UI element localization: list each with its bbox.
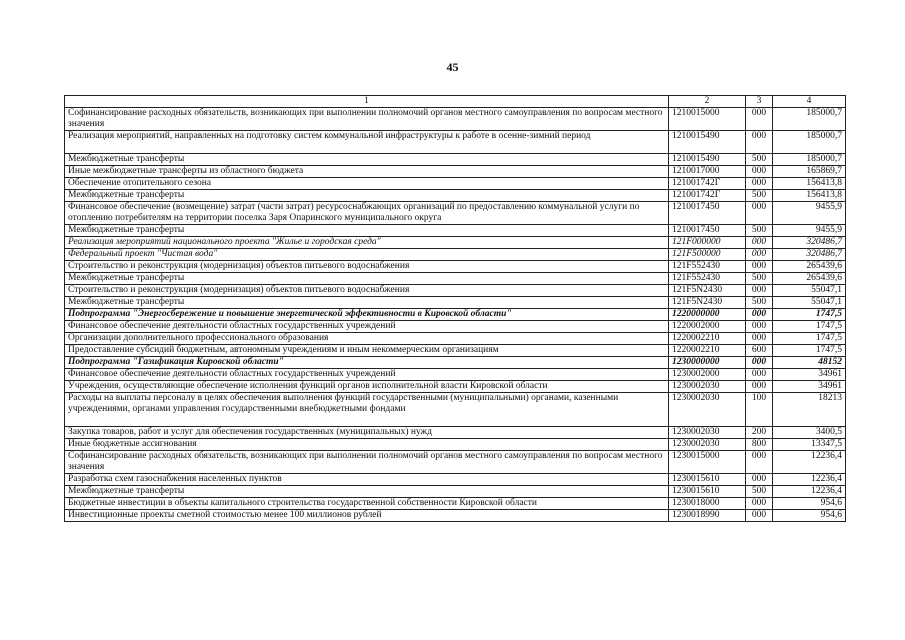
row-vr-cell: 000 xyxy=(746,369,773,381)
header-amount: 4 xyxy=(773,96,846,108)
row-code-cell: 1210015490 xyxy=(669,154,746,166)
row-code-cell: 1230015610 xyxy=(669,474,746,486)
row-name-cell: Расходы на выплаты персоналу в целях обеспечения выполнения функций государственными (муниципальными) органами, казенными учреждениями, органами управления государственными внебюджетными фондами xyxy=(65,393,669,427)
row-name-cell: Закупка товаров, работ и услуг для обеспечения государственных (муниципальных) нужд xyxy=(65,427,669,439)
row-code-cell: 121001742Г xyxy=(669,190,746,202)
row-name-cell: Межбюджетные трансферты xyxy=(65,297,669,309)
table-row xyxy=(65,297,846,309)
row-code-cell: 121F5N2430 xyxy=(669,297,746,309)
row-name-cell: Межбюджетные трансферты xyxy=(65,273,669,285)
row-name-cell: Обеспечение отопительного сезона xyxy=(65,178,669,190)
table-row xyxy=(65,285,846,297)
row-vr-cell: 500 xyxy=(746,190,773,202)
table-row xyxy=(65,273,846,285)
row-code-cell: 1230002000 xyxy=(669,369,746,381)
row-amount-cell: 265439,6 xyxy=(773,261,846,273)
row-vr-cell: 000 xyxy=(746,309,773,321)
row-vr-cell: 100 xyxy=(746,393,773,427)
row-amount-cell: 55047,1 xyxy=(773,297,846,309)
row-vr-cell: 000 xyxy=(746,202,773,225)
row-name-cell: Разработка схем газоснабжения населенных пунктов xyxy=(65,474,669,486)
row-vr-cell: 000 xyxy=(746,285,773,297)
row-name-cell: Иные межбюджетные трансферты из областного бюджета xyxy=(65,166,669,178)
row-name-cell: Софинансирование расходных обязательств, возникающих при выполнении полномочий органов местного самоуправления по вопросам местного значения xyxy=(65,108,669,131)
row-code-cell: 121001742Г xyxy=(669,178,746,190)
row-code-cell: 1230002030 xyxy=(669,439,746,451)
row-amount-cell: 48152 xyxy=(773,357,846,369)
row-amount-cell: 320486,7 xyxy=(773,237,846,249)
row-vr-cell: 000 xyxy=(746,333,773,345)
header-code: 2 xyxy=(669,96,746,108)
row-amount-cell: 12236,4 xyxy=(773,486,846,498)
table-row xyxy=(65,309,846,321)
table-row xyxy=(65,154,846,166)
row-vr-cell: 000 xyxy=(746,178,773,190)
row-name-cell: Федеральный проект "Чистая вода" xyxy=(65,249,669,261)
header-vr: 3 xyxy=(746,96,773,108)
row-name-cell: Межбюджетные трансферты xyxy=(65,154,669,166)
row-vr-cell: 000 xyxy=(746,474,773,486)
row-amount-cell: 265439,6 xyxy=(773,273,846,285)
table-row xyxy=(65,439,846,451)
row-amount-cell: 954,6 xyxy=(773,510,846,522)
row-code-cell: 1230002030 xyxy=(669,381,746,393)
row-name-cell: Финансовое обеспечение деятельности областных государственных учреждений xyxy=(65,369,669,381)
row-code-cell: 1230002030 xyxy=(669,393,746,427)
row-amount-cell: 1747,5 xyxy=(773,309,846,321)
row-amount-cell: 165869,7 xyxy=(773,166,846,178)
row-vr-cell: 500 xyxy=(746,273,773,285)
table-row xyxy=(65,333,846,345)
row-name-cell: Финансовое обеспечение (возмещение) затрат (части затрат) ресурсоснабжающих организаций по предоставлению коммунальной услуги по отоплению потребителям на территории поселка Заря Опаринского муниципального округа xyxy=(65,202,669,225)
row-vr-cell: 000 xyxy=(746,451,773,474)
row-code-cell: 1210015490 xyxy=(669,131,746,154)
row-amount-cell: 954,6 xyxy=(773,498,846,510)
row-amount-cell: 1747,5 xyxy=(773,321,846,333)
row-code-cell: 121F552430 xyxy=(669,261,746,273)
row-vr-cell: 000 xyxy=(746,237,773,249)
table-header xyxy=(65,96,846,108)
row-code-cell: 1230000000 xyxy=(669,357,746,369)
row-name-cell: Иные бюджетные ассигнования xyxy=(65,439,669,451)
row-name-cell: Организации дополнительного профессионального образования xyxy=(65,333,669,345)
row-name-cell: Подпрограмма "Газификация Кировской области" xyxy=(65,357,669,369)
row-code-cell: 121F000000 xyxy=(669,237,746,249)
table-row xyxy=(65,178,846,190)
row-name-cell: Реализация мероприятий национального проекта "Жилье и городская среда" xyxy=(65,237,669,249)
row-vr-cell: 000 xyxy=(746,381,773,393)
row-vr-cell: 000 xyxy=(746,321,773,333)
row-vr-cell: 800 xyxy=(746,439,773,451)
row-amount-cell: 156413,8 xyxy=(773,178,846,190)
table-row xyxy=(65,357,846,369)
row-code-cell: 121F5N2430 xyxy=(669,285,746,297)
table-row xyxy=(65,474,846,486)
table-row xyxy=(65,393,846,427)
row-amount-cell: 185000,7 xyxy=(773,108,846,131)
table-row xyxy=(65,249,846,261)
table-row xyxy=(65,131,846,154)
row-code-cell: 1210017000 xyxy=(669,166,746,178)
row-code-cell: 1230002030 xyxy=(669,427,746,439)
row-code-cell: 1220002000 xyxy=(669,321,746,333)
row-vr-cell: 000 xyxy=(746,166,773,178)
row-amount-cell: 9455,9 xyxy=(773,202,846,225)
row-code-cell: 121F552430 xyxy=(669,273,746,285)
row-code-cell: 1220002210 xyxy=(669,345,746,357)
row-amount-cell: 12236,4 xyxy=(773,474,846,486)
row-vr-cell: 000 xyxy=(746,131,773,154)
row-code-cell: 1230015610 xyxy=(669,486,746,498)
row-vr-cell: 000 xyxy=(746,510,773,522)
row-amount-cell: 34961 xyxy=(773,369,846,381)
row-amount-cell: 12236,4 xyxy=(773,451,846,474)
row-name-cell: Строительство и реконструкция (модернизация) объектов питьевого водоснабжения xyxy=(65,285,669,297)
row-name-cell: Межбюджетные трансферты xyxy=(65,190,669,202)
row-code-cell: 1230018990 xyxy=(669,510,746,522)
row-name-cell: Финансовое обеспечение деятельности областных государственных учреждений xyxy=(65,321,669,333)
row-name-cell: Межбюджетные трансферты xyxy=(65,225,669,237)
row-amount-cell: 55047,1 xyxy=(773,285,846,297)
row-amount-cell: 320486,7 xyxy=(773,249,846,261)
page-number: 45 xyxy=(446,60,459,74)
table-row xyxy=(65,427,846,439)
row-name-cell: Инвестиционные проекты сметной стоимостью менее 100 миллионов рублей xyxy=(65,510,669,522)
header-name: 1 xyxy=(65,96,669,108)
row-name-cell: Реализация мероприятий, направленных на подготовку систем коммунальной инфраструктуры к работе в осенне-зимний период xyxy=(65,131,669,154)
table-body xyxy=(65,108,846,522)
table-row xyxy=(65,108,846,131)
row-code-cell: 1210015000 xyxy=(669,108,746,131)
row-code-cell: 1210017450 xyxy=(669,225,746,237)
row-amount-cell: 185000,7 xyxy=(773,131,846,154)
row-amount-cell: 13347,5 xyxy=(773,439,846,451)
row-name-cell: Строительство и реконструкция (модернизация) объектов питьевого водоснабжения xyxy=(65,261,669,273)
row-vr-cell: 000 xyxy=(746,261,773,273)
row-vr-cell: 000 xyxy=(746,498,773,510)
row-vr-cell: 000 xyxy=(746,108,773,131)
row-vr-cell: 500 xyxy=(746,154,773,166)
row-vr-cell: 200 xyxy=(746,427,773,439)
table-row xyxy=(65,451,846,474)
row-amount-cell: 156413,8 xyxy=(773,190,846,202)
row-code-cell: 1230018000 xyxy=(669,498,746,510)
table-row xyxy=(65,381,846,393)
row-name-cell: Учреждения, осуществляющие обеспечение исполнения функций органов исполнительной власти Кировской области xyxy=(65,381,669,393)
row-vr-cell: 500 xyxy=(746,486,773,498)
row-amount-cell: 1747,5 xyxy=(773,333,846,345)
row-amount-cell: 3400,5 xyxy=(773,427,846,439)
row-code-cell: 1220000000 xyxy=(669,309,746,321)
table-row xyxy=(65,202,846,225)
table-row xyxy=(65,321,846,333)
table-row xyxy=(65,486,846,498)
table-row xyxy=(65,166,846,178)
row-amount-cell: 185000,7 xyxy=(773,154,846,166)
budget-table xyxy=(64,95,846,522)
table-row xyxy=(65,498,846,510)
row-vr-cell: 000 xyxy=(746,249,773,261)
table-row xyxy=(65,237,846,249)
row-name-cell: Межбюджетные трансферты xyxy=(65,486,669,498)
table-row xyxy=(65,510,846,522)
row-code-cell: 121F500000 xyxy=(669,249,746,261)
row-name-cell: Бюджетные инвестиции в объекты капитального строительства государственной собственности Кировской области xyxy=(65,498,669,510)
table-row xyxy=(65,369,846,381)
table-row xyxy=(65,190,846,202)
row-amount-cell: 1747,5 xyxy=(773,345,846,357)
row-amount-cell: 18213 xyxy=(773,393,846,427)
row-amount-cell: 9455,9 xyxy=(773,225,846,237)
row-name-cell: Софинансирование расходных обязательств, возникающих при выполнении полномочий органов местного самоуправления по вопросам местного значения xyxy=(65,451,669,474)
row-vr-cell: 600 xyxy=(746,345,773,357)
row-code-cell: 1230015000 xyxy=(669,451,746,474)
table-row xyxy=(65,261,846,273)
row-vr-cell: 000 xyxy=(746,357,773,369)
row-vr-cell: 500 xyxy=(746,225,773,237)
row-code-cell: 1220002210 xyxy=(669,333,746,345)
row-name-cell: Подпрограмма "Энергосбережение и повышение энергетической эффективности в Кировской области" xyxy=(65,309,669,321)
row-amount-cell: 34961 xyxy=(773,381,846,393)
row-vr-cell: 500 xyxy=(746,297,773,309)
table-row xyxy=(65,345,846,357)
row-code-cell: 1210017450 xyxy=(669,202,746,225)
table-row xyxy=(65,225,846,237)
row-name-cell: Предоставление субсидий бюджетным, автономным учреждениям и иным некоммерческим организациям xyxy=(65,345,669,357)
